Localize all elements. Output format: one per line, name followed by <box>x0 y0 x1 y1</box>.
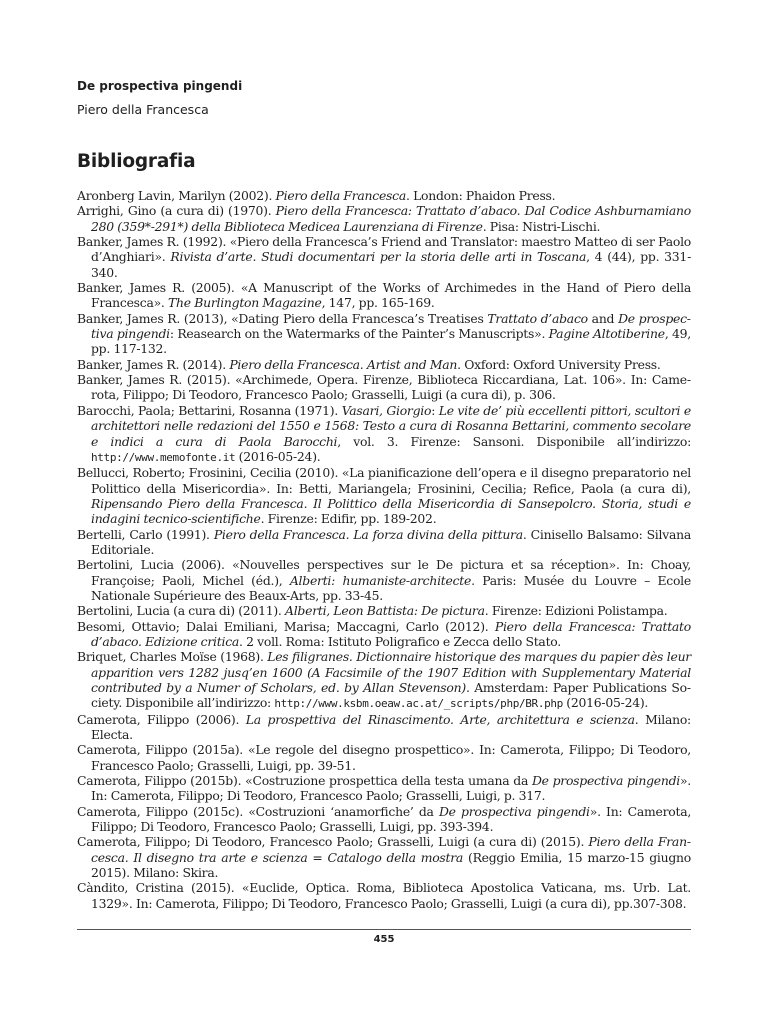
entry-text: Bertolini, Lucia (2006). «Nouvelles perspectives sur le De pictura et sa réception». In: Choay, Françoise; Paoli, Michel (éd.), <box>77 557 691 588</box>
entry-italic-title: Piero della Francesca <box>275 188 406 203</box>
section-heading: Bibliografia <box>77 151 196 172</box>
entry-text: Bellucci, Roberto; Frosinini, Cecilia (2010). «La pianificazione dell’opera e il disegno preparatorio nel Polittico della Misericordia». In: Betti, Mariangela; Frosinini, Cecilia; Refice, Paola (a cura di), <box>77 465 691 496</box>
entry-url: http://www.memofonte.it <box>91 450 236 464</box>
book-title: De prospectiva pingendi <box>77 79 243 93</box>
entry-italic-title: Rivista d’arte. Studi documentari per la storia delle arti in Toscana <box>170 249 587 265</box>
entry-text: (2016-05-24). <box>235 448 321 464</box>
entry-text: , 49, pp. 117-132. <box>91 326 691 357</box>
entry-italic-title: Vasari, Giorgio <box>341 402 432 418</box>
entry-italic-title: Piero della Francesca: Trattato d’abaco. Edizione critica <box>91 618 692 649</box>
entry-italic-title: La prospettiva del Rinascimento. Arte, architettura e scienza <box>245 711 635 727</box>
entry-italic-title: Ripensando Piero della Francesca. Il Polittico della Misericordia di Sansepolcro. Storia, studi e indagini tecnico-scientifiche <box>91 495 691 527</box>
entry-text: Aronberg Lavin, Marilyn (2002). <box>77 188 276 203</box>
entry-text: Banker, James R. (1992). «Piero della Francesca’s Friend and Translator: maestro Matteo di ser Paolo d’Anghiari». <box>77 234 691 265</box>
bibliography-entry <box>77 403 691 465</box>
entry-italic-title: The Burlington Magazine <box>168 295 322 311</box>
bibliography-entry <box>77 188 691 203</box>
bibliography-entry <box>77 527 691 558</box>
entry-text: ». In: Camerota, Filippo; Di Teodoro, Francesco Paolo; Grasselli, Luigi, p. 317. <box>91 773 691 804</box>
running-header <box>77 78 242 119</box>
bibliography-list <box>77 188 691 911</box>
entry-text: (Reggio Emilia, 15 marzo-15 giugno 2015). Milano: Skira. <box>91 849 691 881</box>
entry-text: . Milano: Electa. <box>91 711 691 743</box>
bibliography-entry <box>77 834 691 880</box>
entry-text: Bertelli, Carlo (1991). <box>77 526 214 542</box>
entry-text: . Pisa: Nistri-Lischi. <box>482 218 601 234</box>
bibliography-entry <box>77 712 691 743</box>
entry-text: Banker, James R. (2013), «Dating Piero della Francesca’s Treatises <box>77 310 488 326</box>
entry-italic-title: De prospectiva pingendi <box>91 310 691 342</box>
bibliography-entry <box>77 465 691 526</box>
bibliography-entry <box>77 203 691 234</box>
bibliography-entry <box>77 357 691 372</box>
entry-italic-title: Trattato d’abaco <box>487 310 588 326</box>
entry-italic-title: Alberti: humaniste-architecte <box>289 572 472 588</box>
entry-text: . London: Phaidon Press. <box>406 188 556 203</box>
bibliography-entry <box>77 280 691 311</box>
entry-text: Besomi, Ottavio; Dalai Emiliani, Marisa; Maccagni, Carlo (2012). <box>77 618 495 634</box>
entry-text: . 2 voll. Roma: Istituto Poligrafico e Zecca dello Stato. <box>239 633 561 649</box>
entry-text: Camerota, Filippo (2015b). «Costruzione prospettica della testa umana da <box>77 773 532 789</box>
book-author: Piero della Francesca <box>77 102 209 117</box>
entry-text: Camerota, Filippo; Di Teodoro, Francesco Paolo; Grasselli, Luigi (a cura di) (2015). <box>77 834 589 850</box>
entry-text: Camerota, Filippo (2006). <box>77 711 246 727</box>
bibliography-entry <box>77 619 691 650</box>
bibliography-entry <box>77 880 691 911</box>
entry-text: Bertolini, Lucia (a cura di) (2011). <box>77 603 286 619</box>
entry-text: Arrighi, Gino (a cura di) (1970). <box>77 203 276 219</box>
entry-text: (2016-05-24). <box>562 695 649 711</box>
bibliography-entry <box>77 804 691 835</box>
entry-text: , 4 (44), pp. 331-340. <box>91 249 692 280</box>
entry-text: Camerota, Filippo (2015c). «Costruzioni ‘anamorfiche’ da <box>77 803 439 819</box>
bibliography-entry <box>77 234 691 280</box>
entry-text: Càndito, Cristina (2015). «Euclide, Optica. Roma, Biblioteca Apostolica Vaticana, ms. Urb. Lat. 1329». In: Camerota, Filippo; Di Teodoro, Francesco Paolo; Grasselli, Luigi (a cura di), pp.307-308. <box>77 880 691 911</box>
entry-text: ». In: Camerota, Filippo; Di Teodoro, Francesco Paolo; Grasselli, Luigi, pp. 393-394. <box>91 803 692 835</box>
bibliography-entry <box>77 773 691 804</box>
entry-text: . Oxford: Oxford University Press. <box>457 356 661 372</box>
entry-text: . Cinisello Balsamo: Silvana Editoriale. <box>91 526 691 557</box>
entry-text: . Firenze: Edizioni Polistampa. <box>484 603 668 619</box>
entry-italic-title: Piero della Francesca: Trattato d’abaco. Dal Codice Ashburnamiano 280 (359*-291*) della Biblioteca Medicea Laurenziana di Firenze <box>91 203 691 234</box>
entry-italic-title: Piero della Francesca. Artist and Man <box>229 356 458 372</box>
entry-text: . Firenze: Edifir, pp. 189-202. <box>260 511 437 527</box>
entry-text: Briquet, Charles Moïse (1968). <box>77 649 268 665</box>
bibliography-entry <box>77 742 691 773</box>
entry-text: . Amsterdam: Paper Publications Society. Disponibile all’indirizzo: <box>91 680 691 711</box>
entry-italic-title: Piero della Francesca. Il disegno tra arte e scienza = Catalogo della mostra <box>91 834 691 865</box>
footer-divider <box>77 929 691 930</box>
entry-italic-title: Le vite de’ più eccellenti pittori, scultori e architettori nelle redazioni del 1550 e 1568: Testo a cura di Rosanna Bettarini, commento secolare e indici a cura di Paola Barocchi <box>91 402 691 449</box>
bibliography-entry <box>77 603 691 618</box>
bibliography-entry <box>77 557 691 603</box>
entry-text: Banker, James R. (2015). «Archimede, Opera. Firenze, Biblioteca Riccardiana, Lat. 106». In: Camerota, Filippo; Di Teodoro, Francesco Paolo; Grasselli, Luigi (a cura di), p. 306. <box>77 372 691 403</box>
bibliography-entry <box>77 372 691 403</box>
bibliography-entry <box>77 311 691 357</box>
entry-text: Banker, James R. (2014). <box>77 356 230 372</box>
entry-text: , 147, pp. 165-169. <box>321 295 435 311</box>
entry-text: Banker, James R. (2005). «A Manuscript of the Works of Archimedes in the Hand of Piero della Francesca». <box>77 280 691 311</box>
entry-italic-title: De prospectiva pingendi <box>438 803 590 819</box>
entry-text: and <box>587 310 619 326</box>
entry-italic-title: Alberti, Leon Battista: De pictura <box>285 603 485 619</box>
entry-italic-title: Piero della Francesca. La forza divina della pittura <box>213 526 523 542</box>
entry-text: Barocchi, Paola; Bettarini, Rosanna (1971). <box>77 402 342 418</box>
entry-italic-title: Pagine Altotiberine <box>548 326 665 342</box>
entry-text: . Paris: Musée du Louvre – Ecole Nationale Supérieure des Beaux-Arts, pp. 33-45. <box>91 572 691 603</box>
entry-italic-title: De prospectiva pingendi <box>531 773 680 789</box>
entry-text: , vol. 3. Firenze: Sansoni. Disponibile all’indirizzo: <box>337 433 691 449</box>
page-number: 455 <box>373 934 395 945</box>
entry-italic-title: Les filigranes. Dictionnaire historique des marques du papier dès leur apparition vers 1282 jusq’en 1600 (A Facsimile of the 1907 Edition with Supplementary Material contributed by a Numer of Scholars, ed. by Allan Stevenson) <box>91 649 691 695</box>
entry-text: Camerota, Filippo (2015a). «Le regole del disegno prospettico». In: Camerota, Filippo; Di Teodoro, Francesco Paolo; Grasselli, Luigi, pp. 39-51. <box>77 742 691 773</box>
entry-text: : <box>431 402 439 418</box>
entry-text: : Reasearch on the Watermarks of the Painter’s Manuscripts». <box>169 326 549 342</box>
bibliography-entry <box>77 649 691 711</box>
entry-url: http://www.ksbm.oeaw.ac.at/_scripts/php/BR.php <box>274 697 563 711</box>
